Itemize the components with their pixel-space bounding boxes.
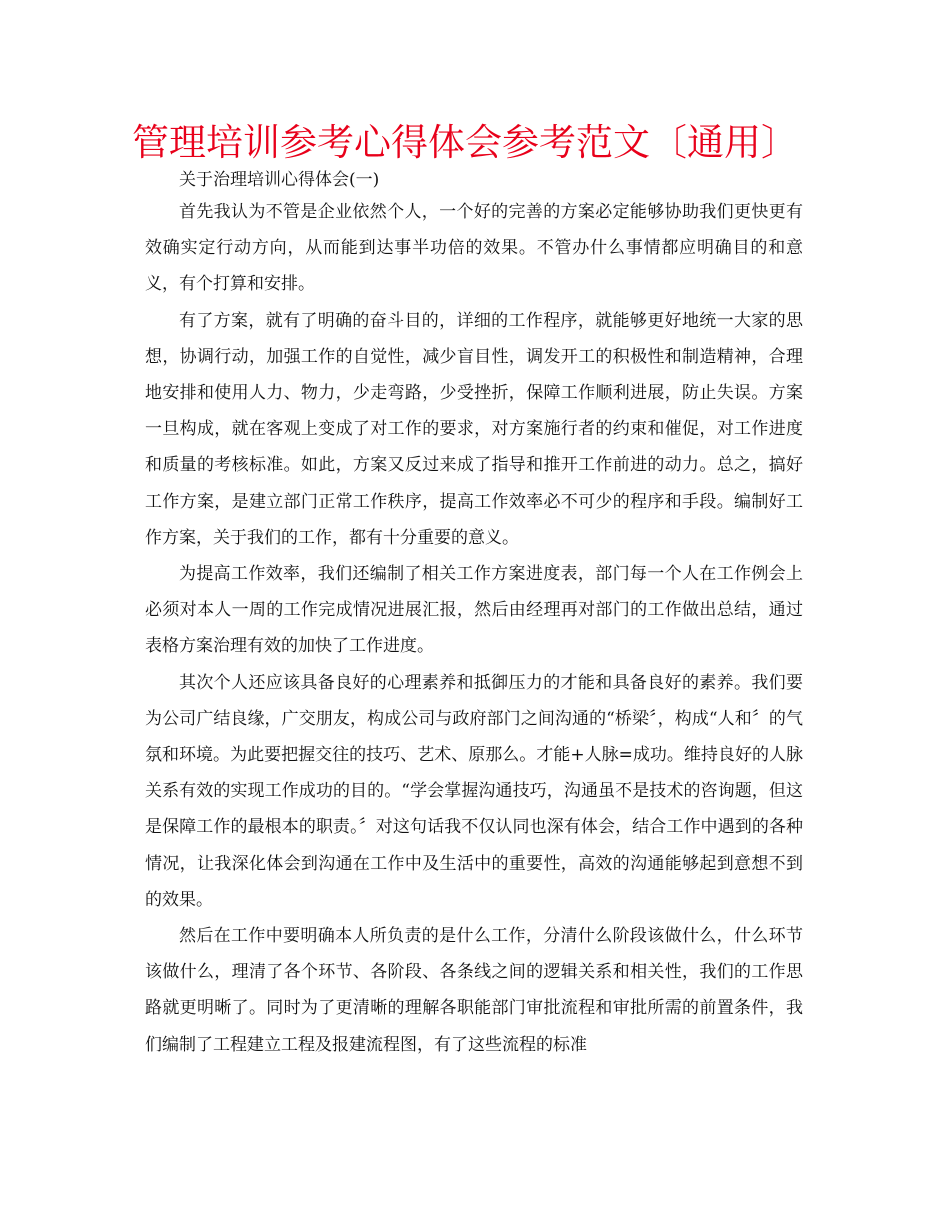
- paragraph: 有了方案，就有了明确的奋斗目的，详细的工作程序，就能够更好地统一大家的思想，协调行动，加强工作的自觉性，减少盲目性，调发开工的积极性和制造精神，合理地安排和使用人力、物力，少走弯路，少受挫折，保障工作顺利进展，防止失误。方案一旦构成，就在客观上变成了对工作的要求，对方案施行者的约束和催促，对工作进度和质量的考核标准。如此，方案又反过来成了指导和推开工作前进的动力。总之，搞好工作方案，是建立部门正常工作秩序，提高工作效率必不可少的程序和手段。编制好工作方案，关于我们的工作，都有十分重要的意义。: [145, 310, 803, 548]
- document-subtitle: 关于治理培训心得体会(一): [179, 170, 380, 190]
- document-body: [145, 166, 803, 1063]
- paragraph: 其次个人还应该具备良好的心理素养和抵御压力的才能和具备良好的素养。我们要为公司广结良缘，广交朋友，构成公司与政府部门之间沟通的“桥梁〞，构成“人和〞的气氛和环境。为此要把握交往的技巧、艺术、原那么。才能+人脉=成功。维持良好的人脉关系有效的实现工作成功的目的。“学会掌握沟通技巧，沟通虽不是技术的咨询题，但这是保障工作的最根本的职责。〞对这句话我不仅认同也深有体会，结合工作中遇到的各种情况，让我深化体会到沟通在工作中及生活中的重要性，高效的沟通能够起到意想不到的效果。: [145, 672, 803, 910]
- paragraph: 首先我认为不管是企业依然个人，一个好的完善的方案必定能够协助我们更快更有效确实定行动方向，从而能到达事半功倍的效果。不管办什么事情都应明确目的和意义，有个打算和安排。: [145, 202, 803, 295]
- document-title: 管理培训参考心得体会参考范文〔通用〕: [132, 121, 798, 164]
- paragraph: 为提高工作效率，我们还编制了相关工作方案进度表，部门每一个人在工作例会上必须对本人一周的工作完成情况进展汇报，然后由经理再对部门的工作做出总结，通过表格方案治理有效的加快了工作进度。: [145, 564, 803, 657]
- paragraph: 然后在工作中要明确本人所负责的是什么工作，分清什么阶段该做什么，什么环节该做什么，理清了各个环节、各阶段、各条线之间的逻辑关系和相关性，我们的工作思路就更明晰了。同时为了更清晰的理解各职能部门审批流程和审批所需的前置条件，我们编制了工程建立工程及报建流程图，有了这些流程的标准: [145, 926, 803, 1055]
